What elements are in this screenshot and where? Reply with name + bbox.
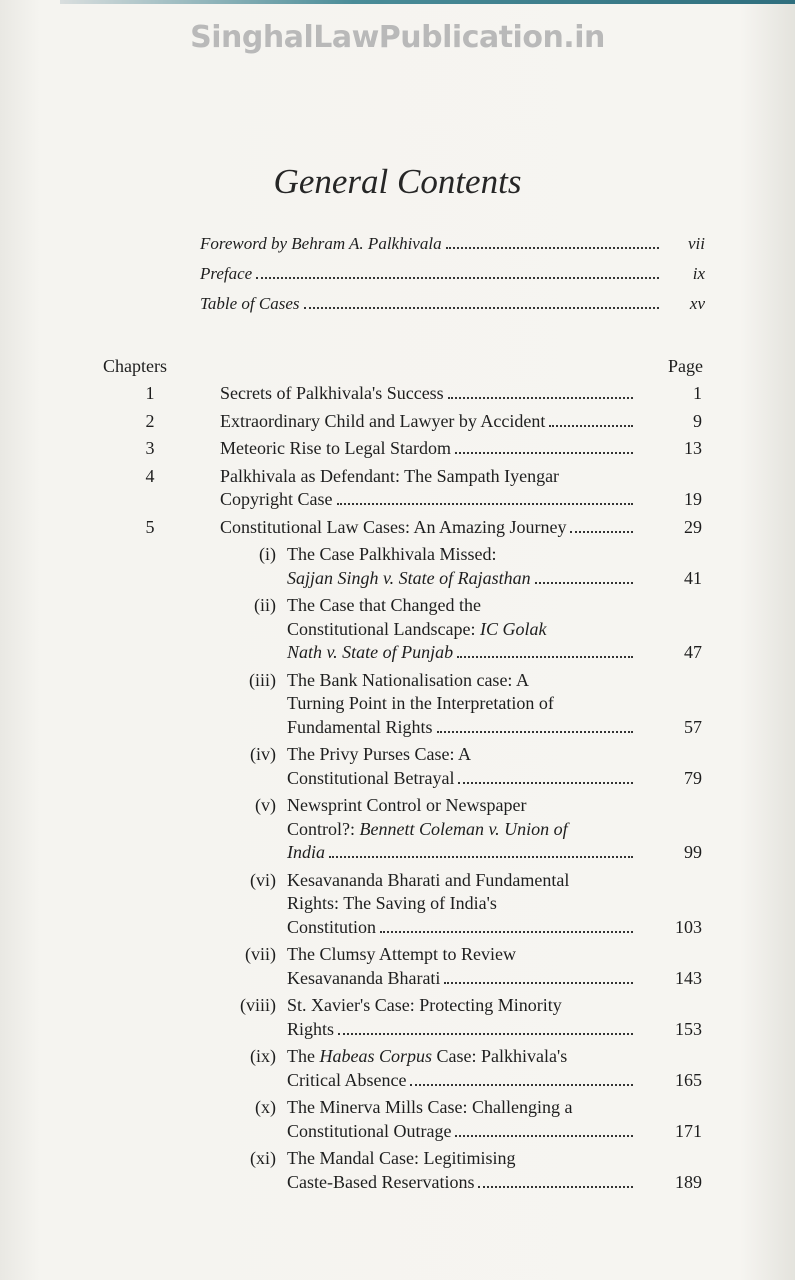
entry-line-text: Nath v. State of Punjab bbox=[287, 642, 454, 662]
sub-number: (iv) bbox=[250, 744, 276, 764]
leader-dots bbox=[444, 982, 633, 984]
entry-line bbox=[287, 594, 637, 618]
sub-entry bbox=[0, 1045, 795, 1092]
leader-dots bbox=[458, 782, 633, 784]
entry-line-text: Secrets of Palkhivala's Success bbox=[220, 383, 444, 403]
entry-line bbox=[287, 841, 637, 865]
chapter-number: 5 bbox=[145, 516, 155, 537]
leader-dots bbox=[455, 452, 633, 454]
sub-number: (v) bbox=[255, 795, 276, 815]
sub-entry bbox=[0, 543, 795, 590]
chapter-entry bbox=[0, 437, 795, 461]
leader-dots bbox=[535, 582, 633, 584]
sub-number: (iii) bbox=[249, 669, 276, 690]
entry-page-number: 9 bbox=[693, 410, 702, 431]
entry-line bbox=[220, 437, 637, 461]
front-matter-row bbox=[200, 234, 705, 264]
entry-line bbox=[287, 641, 637, 665]
entry-line-text: Control?: Bennett Coleman v. Union of bbox=[287, 818, 568, 839]
entry-page-number: 171 bbox=[675, 1120, 702, 1141]
entry-title bbox=[287, 743, 637, 790]
entry-title bbox=[220, 437, 637, 461]
sub-number: (i) bbox=[259, 544, 276, 564]
entry-line-text: Constitutional Law Cases: An Amazing Journey bbox=[220, 516, 567, 537]
chapter-entry bbox=[0, 382, 795, 406]
entry-page-number: 143 bbox=[675, 967, 702, 988]
sub-number: (viii) bbox=[240, 995, 276, 1015]
entry-line-text: Constitutional Betrayal bbox=[287, 767, 455, 788]
leader-dots bbox=[437, 731, 634, 733]
leader-dots bbox=[337, 503, 634, 505]
entry-line bbox=[287, 1018, 637, 1042]
entry-line bbox=[287, 794, 637, 818]
entry-page-number: 41 bbox=[684, 567, 702, 588]
leader-dots bbox=[256, 277, 659, 279]
entry-line bbox=[287, 767, 637, 791]
sub-entry bbox=[0, 794, 795, 865]
entry-title bbox=[220, 516, 637, 540]
front-matter-row bbox=[200, 294, 705, 324]
front-matter-label: Foreword by Behram A. Palkhivala bbox=[200, 234, 442, 253]
entry-page-number: 79 bbox=[684, 767, 702, 788]
entry-title bbox=[220, 382, 637, 406]
entry-line bbox=[220, 488, 637, 512]
top-edge-band bbox=[60, 0, 795, 4]
entry-line bbox=[287, 692, 637, 716]
leader-dots bbox=[304, 307, 659, 309]
front-matter-row bbox=[200, 264, 705, 294]
page-heading: Page bbox=[668, 356, 703, 376]
chapter-number: 2 bbox=[145, 410, 155, 431]
page-title: General Contents bbox=[273, 162, 522, 201]
entry-line-text: Fundamental Rights bbox=[287, 716, 433, 737]
chapter-entry bbox=[0, 410, 795, 434]
entry-title bbox=[287, 794, 637, 865]
entry-line-text: Critical Absence bbox=[287, 1069, 407, 1090]
entry-title bbox=[287, 869, 637, 940]
leader-dots bbox=[549, 425, 633, 427]
entry-page-number: 1 bbox=[693, 383, 702, 403]
entry-page-number: 189 bbox=[675, 1171, 702, 1192]
entry-page-number: 99 bbox=[684, 842, 702, 862]
entry-title bbox=[287, 1147, 637, 1194]
entry-line-text: Kesavananda Bharati and Fundamental bbox=[287, 869, 570, 890]
entry-line bbox=[287, 916, 637, 940]
entry-line-text: Caste-Based Reservations bbox=[287, 1171, 475, 1192]
leader-dots bbox=[478, 1186, 633, 1188]
entry-line bbox=[220, 516, 637, 540]
entry-line bbox=[287, 618, 637, 642]
sub-entry bbox=[0, 869, 795, 940]
entry-title bbox=[287, 594, 637, 665]
entry-line-text: Rights: The Saving of India's bbox=[287, 893, 497, 913]
entry-line bbox=[287, 1147, 637, 1171]
entry-line-text: The Clumsy Attempt to Review bbox=[287, 944, 516, 964]
leader-dots bbox=[329, 856, 633, 858]
entry-line-text: Constitution bbox=[287, 916, 377, 937]
leader-dots bbox=[457, 656, 633, 658]
sub-number: (x) bbox=[255, 1097, 276, 1117]
entry-line-text: Constitutional Outrage bbox=[287, 1120, 452, 1141]
leader-dots bbox=[455, 1135, 633, 1137]
entry-line-text: India bbox=[287, 842, 325, 862]
sub-entry bbox=[0, 669, 795, 740]
entry-line-text: Rights bbox=[287, 1018, 335, 1039]
leader-dots bbox=[448, 397, 633, 399]
entry-line-text: Turning Point in the Interpretation of bbox=[287, 693, 554, 713]
sub-number: (ii) bbox=[254, 595, 276, 615]
leader-dots bbox=[570, 531, 633, 533]
entry-line bbox=[220, 410, 637, 434]
leader-dots bbox=[446, 247, 659, 249]
entry-line bbox=[287, 892, 637, 916]
sub-entry bbox=[0, 1147, 795, 1194]
chapter-number: 1 bbox=[145, 383, 155, 403]
watermark: SinghalLawPublication.in bbox=[190, 20, 605, 55]
entry-line bbox=[287, 869, 637, 893]
front-matter-page: ix bbox=[692, 264, 705, 283]
entry-line-text: The Privy Purses Case: A bbox=[287, 744, 471, 764]
entry-line-text: The Minerva Mills Case: Challenging a bbox=[287, 1097, 573, 1117]
entry-title bbox=[287, 994, 637, 1041]
entry-line bbox=[287, 669, 637, 693]
entry-line-text: The Habeas Corpus Case: Palkhivala's bbox=[287, 1046, 568, 1066]
entry-line-text: Palkhivala as Defendant: The Sampath Iyengar bbox=[220, 465, 560, 486]
entry-title bbox=[287, 943, 637, 990]
entry-page-number: 29 bbox=[684, 516, 702, 537]
entry-line-text: Copyright Case bbox=[220, 489, 333, 509]
chapter-entry bbox=[0, 516, 795, 540]
entry-page-number: 47 bbox=[684, 642, 702, 662]
entry-line bbox=[287, 716, 637, 740]
entry-line-text: The Case Palkhivala Missed: bbox=[287, 544, 497, 564]
entry-title bbox=[287, 1045, 637, 1092]
entry-title bbox=[287, 669, 637, 740]
entry-line bbox=[287, 943, 637, 967]
entry-line-text: The Bank Nationalisation case: A bbox=[287, 669, 529, 690]
entry-page-number: 13 bbox=[684, 438, 702, 458]
entry-line bbox=[287, 1096, 637, 1120]
entry-line bbox=[287, 1120, 637, 1144]
entry-line-text: The Case that Changed the bbox=[287, 595, 481, 615]
entry-page-number: 153 bbox=[675, 1018, 702, 1039]
entry-line bbox=[287, 818, 637, 842]
entry-line-text: Constitutional Landscape: IC Golak bbox=[287, 618, 547, 639]
entry-line-text: St. Xavier's Case: Protecting Minority bbox=[287, 995, 562, 1015]
sub-number: (vii) bbox=[245, 944, 276, 964]
entry-page-number: 57 bbox=[684, 716, 702, 737]
leader-dots bbox=[338, 1033, 633, 1035]
chapter-number: 3 bbox=[145, 438, 155, 458]
sub-entry bbox=[0, 1096, 795, 1143]
entry-line bbox=[287, 967, 637, 991]
entry-line bbox=[287, 1069, 637, 1093]
entry-line bbox=[287, 1045, 637, 1069]
entry-line bbox=[287, 1171, 637, 1195]
leader-dots bbox=[380, 931, 633, 933]
entry-line-text: Extraordinary Child and Lawyer by Accident bbox=[220, 410, 546, 431]
sub-entry bbox=[0, 743, 795, 790]
entry-page-number: 165 bbox=[675, 1069, 702, 1090]
chapter-entry bbox=[0, 465, 795, 512]
contents-list bbox=[0, 382, 795, 1194]
front-matter-label: Preface bbox=[200, 264, 253, 283]
sub-number: (xi) bbox=[250, 1148, 276, 1168]
entry-title bbox=[220, 410, 637, 434]
entry-line-text: Kesavananda Bharati bbox=[287, 967, 441, 988]
front-matter-page: xv bbox=[689, 294, 705, 313]
entry-line bbox=[287, 567, 637, 591]
entry-line-text: Newsprint Control or Newspaper bbox=[287, 795, 527, 815]
entry-line bbox=[287, 994, 637, 1018]
entry-title bbox=[220, 465, 637, 512]
sub-entry bbox=[0, 994, 795, 1041]
entry-line bbox=[220, 465, 637, 489]
entry-line bbox=[287, 543, 637, 567]
leader-dots bbox=[410, 1084, 633, 1086]
sub-entry bbox=[0, 943, 795, 990]
sub-entry bbox=[0, 594, 795, 665]
sub-number: (vi) bbox=[250, 869, 276, 890]
entry-page-number: 19 bbox=[684, 489, 702, 509]
sub-number: (ix) bbox=[250, 1046, 276, 1066]
entry-line-text: Meteoric Rise to Legal Stardom bbox=[220, 438, 451, 458]
entry-title bbox=[287, 1096, 637, 1143]
entry-line-text: Sajjan Singh v. State of Rajasthan bbox=[287, 567, 531, 588]
chapters-heading: Chapters bbox=[103, 356, 167, 376]
entry-title bbox=[287, 543, 637, 590]
front-matter-label: Table of Cases bbox=[200, 294, 300, 313]
front-matter-list bbox=[200, 234, 705, 324]
chapter-number: 4 bbox=[145, 465, 155, 486]
entry-line-text: The Mandal Case: Legitimising bbox=[287, 1148, 516, 1168]
front-matter-page: vii bbox=[688, 234, 705, 253]
entry-line bbox=[220, 382, 637, 406]
entry-line bbox=[287, 743, 637, 767]
entry-page-number: 103 bbox=[675, 916, 702, 937]
